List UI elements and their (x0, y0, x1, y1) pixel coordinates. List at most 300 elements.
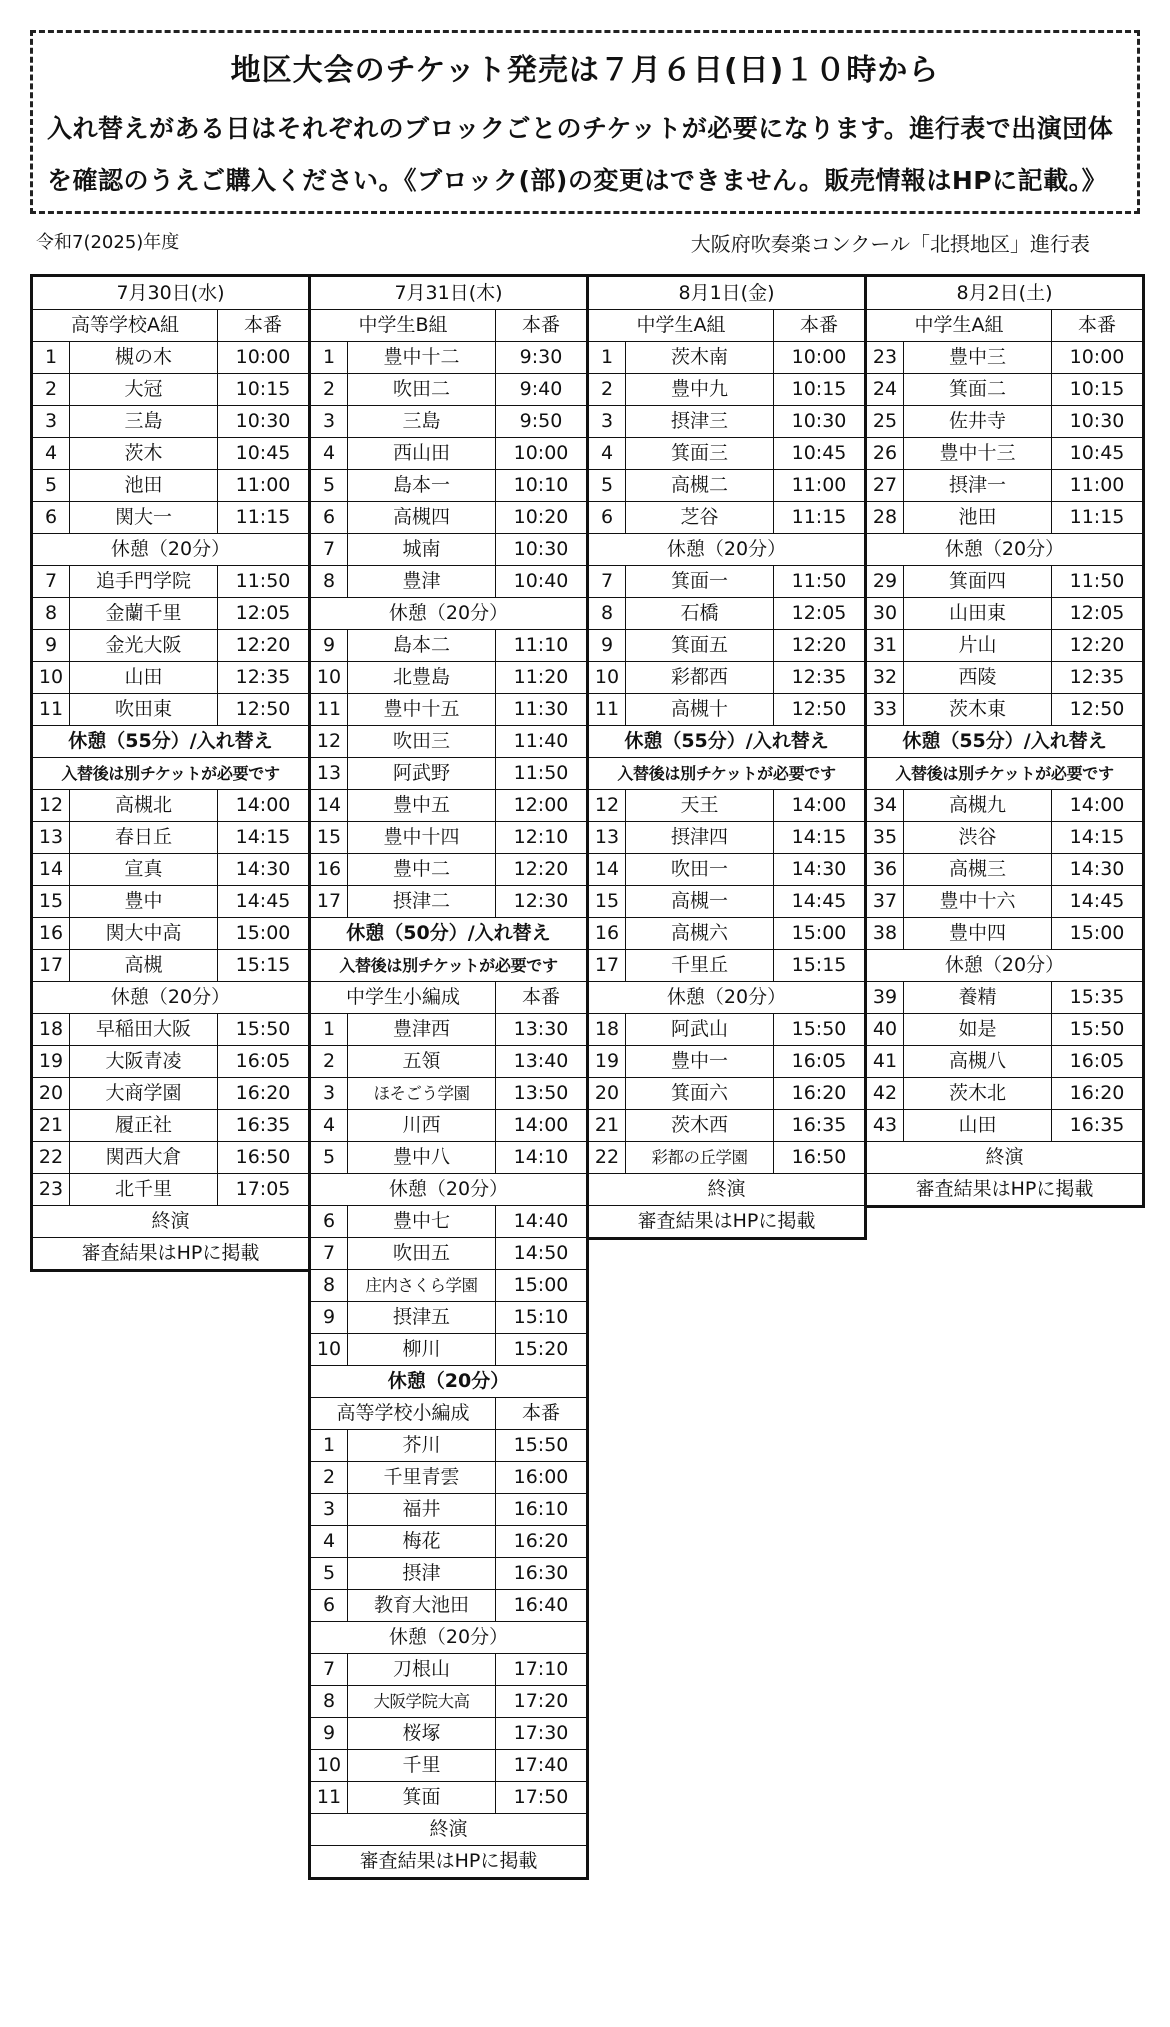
performer-row (866, 662, 1144, 694)
start-time: 10:00 (218, 342, 310, 374)
performance-number: 34 (866, 790, 904, 822)
performer-row (866, 982, 1144, 1014)
start-time: 13:30 (496, 1014, 588, 1046)
schedule-note-row (588, 534, 866, 566)
performer-row (866, 438, 1144, 470)
performance-number: 18 (588, 1014, 626, 1046)
performer-row (32, 1046, 310, 1078)
school-name: 池田 (904, 502, 1052, 534)
school-name: 摂津 (348, 1558, 496, 1590)
performance-number: 9 (588, 630, 626, 662)
school-name: 豊中十四 (348, 822, 496, 854)
school-name: 春日丘 (70, 822, 218, 854)
start-time: 12:05 (218, 598, 310, 630)
performer-row (866, 790, 1144, 822)
schedule-note: 終演 (588, 1174, 866, 1206)
start-time: 15:00 (218, 918, 310, 950)
school-name: 池田 (70, 470, 218, 502)
schedule-table (586, 274, 867, 1240)
performer-row (866, 822, 1144, 854)
performance-number: 17 (310, 886, 348, 918)
date-row (588, 276, 866, 310)
school-name: 箕面二 (904, 374, 1052, 406)
performance-number: 42 (866, 1078, 904, 1110)
performance-number: 10 (32, 662, 70, 694)
start-time: 11:00 (218, 470, 310, 502)
performance-number: 15 (588, 886, 626, 918)
school-name: 桜塚 (348, 1718, 496, 1750)
performance-number: 9 (310, 1302, 348, 1334)
performance-number: 5 (588, 470, 626, 502)
group-header-row (32, 310, 310, 342)
school-name: 佐井寺 (904, 406, 1052, 438)
performer-row (310, 854, 588, 886)
start-time: 11:30 (496, 694, 588, 726)
school-name: 茨木東 (904, 694, 1052, 726)
school-name: 豊中十六 (904, 886, 1052, 918)
start-time: 16:30 (496, 1558, 588, 1590)
school-name: 箕面六 (626, 1078, 774, 1110)
performance-number: 15 (310, 822, 348, 854)
performance-number: 3 (588, 406, 626, 438)
start-time: 16:50 (774, 1142, 866, 1174)
schedule-note: 休憩（20分） (32, 982, 310, 1014)
performer-row (32, 342, 310, 374)
start-time: 12:10 (496, 822, 588, 854)
performance-number: 20 (588, 1078, 626, 1110)
schedule-note-row (866, 950, 1144, 982)
school-name: 千里丘 (626, 950, 774, 982)
school-name: 西山田 (348, 438, 496, 470)
date-heading: 7月30日(水) (32, 276, 310, 310)
performance-number: 6 (310, 1206, 348, 1238)
school-name: 豊中五 (348, 790, 496, 822)
performance-number: 1 (310, 1014, 348, 1046)
school-name: 箕面 (348, 1782, 496, 1814)
date-row (866, 276, 1144, 310)
performance-number: 9 (32, 630, 70, 662)
performer-row (588, 374, 866, 406)
performance-number: 10 (310, 1334, 348, 1366)
start-time: 10:15 (774, 374, 866, 406)
school-name: 三島 (70, 406, 218, 438)
start-time: 11:40 (496, 726, 588, 758)
day-column-1 (308, 274, 589, 1880)
school-name: 豊津西 (348, 1014, 496, 1046)
group-header-row (588, 310, 866, 342)
school-name: 梅花 (348, 1526, 496, 1558)
school-name: 大阪青凌 (70, 1046, 218, 1078)
school-name: 大冠 (70, 374, 218, 406)
start-time: 10:45 (218, 438, 310, 470)
school-name: 山田東 (904, 598, 1052, 630)
start-time: 11:50 (496, 758, 588, 790)
start-time: 15:35 (1052, 982, 1144, 1014)
schedule-note: 休憩（20分） (310, 1622, 588, 1654)
time-column-label: 本番 (774, 310, 866, 342)
schedule-note-row (32, 534, 310, 566)
performance-number: 12 (310, 726, 348, 758)
school-name: 箕面四 (904, 566, 1052, 598)
start-time: 14:45 (774, 886, 866, 918)
start-time: 17:20 (496, 1686, 588, 1718)
performance-number: 15 (32, 886, 70, 918)
start-time: 10:30 (218, 406, 310, 438)
performer-row (588, 630, 866, 662)
schedule-note: 休憩（20分） (866, 950, 1144, 982)
performer-row (866, 502, 1144, 534)
performer-row (32, 950, 310, 982)
performance-number: 2 (310, 374, 348, 406)
school-name: 刀根山 (348, 1654, 496, 1686)
performance-number: 35 (866, 822, 904, 854)
performance-number: 3 (310, 406, 348, 438)
school-name: 北豊島 (348, 662, 496, 694)
performer-row (310, 1590, 588, 1622)
start-time: 14:50 (496, 1238, 588, 1270)
performer-row (588, 822, 866, 854)
schedule-note-row (310, 598, 588, 630)
school-name: 箕面一 (626, 566, 774, 598)
performance-number: 11 (32, 694, 70, 726)
schedule-table (30, 274, 311, 1272)
start-time: 17:30 (496, 1718, 588, 1750)
group-header-row (310, 982, 588, 1014)
start-time: 12:20 (496, 854, 588, 886)
school-name: 島本二 (348, 630, 496, 662)
start-time: 12:35 (774, 662, 866, 694)
start-time: 16:35 (774, 1110, 866, 1142)
start-time: 12:30 (496, 886, 588, 918)
performer-row (32, 1174, 310, 1206)
group-name: 中学生A組 (588, 310, 774, 342)
performer-row (32, 406, 310, 438)
performer-row (32, 822, 310, 854)
date-row (32, 276, 310, 310)
performance-number: 23 (32, 1174, 70, 1206)
performance-number: 8 (310, 1270, 348, 1302)
start-time: 12:20 (1052, 630, 1144, 662)
start-time: 9:50 (496, 406, 588, 438)
schedule-note: 終演 (866, 1142, 1144, 1174)
performer-row (310, 566, 588, 598)
schedule-note: 入替後は別チケットが必要です (310, 950, 588, 982)
fiscal-year: 令和7(2025)年度 (36, 232, 180, 253)
start-time: 11:20 (496, 662, 588, 694)
start-time: 12:50 (218, 694, 310, 726)
performance-number: 38 (866, 918, 904, 950)
start-time: 11:00 (774, 470, 866, 502)
school-name: 高槻六 (626, 918, 774, 950)
performance-number: 22 (588, 1142, 626, 1174)
school-name: 芝谷 (626, 502, 774, 534)
performance-number: 2 (32, 374, 70, 406)
performer-row (588, 918, 866, 950)
start-time: 14:45 (218, 886, 310, 918)
school-name: 茨木南 (626, 342, 774, 374)
start-time: 16:35 (218, 1110, 310, 1142)
notice-line-1: 入れ替えがある日はそれぞれのブロックごとのチケットが必要になります。進行表で出演団体 (47, 114, 1114, 143)
school-name: 大阪学院大高 (348, 1686, 496, 1718)
performance-number: 10 (310, 662, 348, 694)
group-header-row (866, 310, 1144, 342)
start-time: 15:15 (774, 950, 866, 982)
start-time: 12:05 (774, 598, 866, 630)
performer-row (588, 854, 866, 886)
performance-number: 17 (588, 950, 626, 982)
school-name: 豊中四 (904, 918, 1052, 950)
group-name: 高等学校A組 (32, 310, 218, 342)
schedule-note: 入替後は別チケットが必要です (32, 758, 310, 790)
performer-row (866, 342, 1144, 374)
performance-number: 5 (310, 1558, 348, 1590)
start-time: 14:40 (496, 1206, 588, 1238)
schedule-note-row (32, 758, 310, 790)
start-time: 14:10 (496, 1142, 588, 1174)
schedule-note-row (310, 1622, 588, 1654)
start-time: 14:30 (774, 854, 866, 886)
event-title: 大阪府吹奏楽コンクール「北摂地区」進行表 (690, 232, 1090, 256)
performer-row (588, 790, 866, 822)
start-time: 10:20 (496, 502, 588, 534)
performer-row (32, 918, 310, 950)
performance-number: 10 (310, 1750, 348, 1782)
school-name: 関大一 (70, 502, 218, 534)
performer-row (310, 1142, 588, 1174)
start-time: 9:30 (496, 342, 588, 374)
school-name: 豊中十三 (904, 438, 1052, 470)
start-time: 10:00 (1052, 342, 1144, 374)
performance-number: 1 (32, 342, 70, 374)
performer-row (310, 1334, 588, 1366)
start-time: 10:10 (496, 470, 588, 502)
date-row (310, 276, 588, 310)
schedule-note: 終演 (310, 1814, 588, 1846)
school-name: 千里 (348, 1750, 496, 1782)
performance-number: 6 (310, 502, 348, 534)
performance-number: 28 (866, 502, 904, 534)
performer-row (588, 598, 866, 630)
performance-number: 19 (588, 1046, 626, 1078)
schedule-note: 休憩（20分） (588, 982, 866, 1014)
school-name: 摂津三 (626, 406, 774, 438)
day-column-0 (30, 274, 311, 1272)
schedule-table (308, 274, 589, 1880)
school-name: 三島 (348, 406, 496, 438)
performer-row (310, 1750, 588, 1782)
performer-row (310, 342, 588, 374)
performer-row (310, 1302, 588, 1334)
performer-row (32, 662, 310, 694)
performance-number: 24 (866, 374, 904, 406)
school-name: 関大中高 (70, 918, 218, 950)
schedule-note: 休憩（55分）/入れ替え (866, 726, 1144, 758)
performance-number: 11 (310, 694, 348, 726)
school-name: 高槻 (70, 950, 218, 982)
school-name: 五領 (348, 1046, 496, 1078)
school-name: 阿武山 (626, 1014, 774, 1046)
performance-number: 25 (866, 406, 904, 438)
performance-number: 2 (310, 1046, 348, 1078)
performer-row (588, 502, 866, 534)
school-name: 片山 (904, 630, 1052, 662)
performance-number: 36 (866, 854, 904, 886)
start-time: 15:00 (1052, 918, 1144, 950)
school-name: 城南 (348, 534, 496, 566)
performance-number: 1 (588, 342, 626, 374)
start-time: 10:15 (1052, 374, 1144, 406)
schedule-note-row (32, 1206, 310, 1238)
performer-row (588, 406, 866, 438)
performer-row (866, 566, 1144, 598)
performer-row (310, 1558, 588, 1590)
performer-row (310, 1238, 588, 1270)
school-name: 金光大阪 (70, 630, 218, 662)
school-name: 吹田一 (626, 854, 774, 886)
performance-number: 5 (310, 470, 348, 502)
school-name: 関西大倉 (70, 1142, 218, 1174)
performer-row (32, 502, 310, 534)
start-time: 14:00 (774, 790, 866, 822)
school-name: 豊中 (70, 886, 218, 918)
start-time: 13:40 (496, 1046, 588, 1078)
start-time: 11:15 (1052, 502, 1144, 534)
performer-row (866, 1046, 1144, 1078)
performer-row (32, 854, 310, 886)
performance-number: 17 (32, 950, 70, 982)
school-name: 摂津二 (348, 886, 496, 918)
performer-row (310, 1206, 588, 1238)
start-time: 11:00 (1052, 470, 1144, 502)
performance-number: 30 (866, 598, 904, 630)
group-header-row (310, 1398, 588, 1430)
performer-row (310, 630, 588, 662)
performance-number: 8 (32, 598, 70, 630)
school-name: 高槻十 (626, 694, 774, 726)
performance-number: 13 (588, 822, 626, 854)
performer-row (32, 1142, 310, 1174)
school-name: 山田 (904, 1110, 1052, 1142)
start-time: 17:10 (496, 1654, 588, 1686)
performer-row (310, 1782, 588, 1814)
school-name: 芥川 (348, 1430, 496, 1462)
school-name: 高槻北 (70, 790, 218, 822)
group-name: 中学生小編成 (310, 982, 496, 1014)
start-time: 16:20 (496, 1526, 588, 1558)
performer-row (32, 694, 310, 726)
start-time: 14:30 (1052, 854, 1144, 886)
time-column-label: 本番 (496, 310, 588, 342)
start-time: 10:45 (1052, 438, 1144, 470)
performer-row (32, 374, 310, 406)
performance-number: 1 (310, 1430, 348, 1462)
schedule-note-row (32, 982, 310, 1014)
school-name: 川西 (348, 1110, 496, 1142)
performance-number: 16 (588, 918, 626, 950)
performer-row (32, 1110, 310, 1142)
performance-number: 10 (588, 662, 626, 694)
performance-number: 4 (310, 1110, 348, 1142)
performance-number: 7 (588, 566, 626, 598)
school-name: 北千里 (70, 1174, 218, 1206)
school-name: 天王 (626, 790, 774, 822)
performer-row (588, 1110, 866, 1142)
date-heading: 8月1日(金) (588, 276, 866, 310)
start-time: 9:40 (496, 374, 588, 406)
school-name: 養精 (904, 982, 1052, 1014)
performer-row (310, 822, 588, 854)
school-name: 吹田五 (348, 1238, 496, 1270)
school-name: 高槻九 (904, 790, 1052, 822)
schedule-note: 休憩（20分） (588, 534, 866, 566)
performer-row (588, 1142, 866, 1174)
ticket-notice-box (30, 30, 1140, 214)
school-name: 高槻四 (348, 502, 496, 534)
start-time: 12:20 (218, 630, 310, 662)
start-time: 14:00 (1052, 790, 1144, 822)
schedule-note-row (588, 726, 866, 758)
performer-row (310, 1014, 588, 1046)
school-name: 追手門学院 (70, 566, 218, 598)
performer-row (310, 1110, 588, 1142)
school-name: 西陵 (904, 662, 1052, 694)
school-name: 高槻八 (904, 1046, 1052, 1078)
schedule-note: 休憩（20分） (310, 1366, 588, 1398)
performance-number: 7 (310, 1654, 348, 1686)
date-heading: 7月31日(木) (310, 276, 588, 310)
performer-row (866, 1014, 1144, 1046)
performer-row (32, 630, 310, 662)
time-column-label: 本番 (496, 982, 588, 1014)
performer-row (588, 950, 866, 982)
school-name: 高槻一 (626, 886, 774, 918)
school-name: 摂津一 (904, 470, 1052, 502)
time-column-label: 本番 (218, 310, 310, 342)
schedule-note-row (310, 1174, 588, 1206)
schedule-note: 審査結果はHPに掲載 (588, 1206, 866, 1239)
schedule-note-row (866, 758, 1144, 790)
schedule-note-row (310, 1846, 588, 1879)
start-time: 16:05 (1052, 1046, 1144, 1078)
start-time: 17:50 (496, 1782, 588, 1814)
performance-number: 3 (310, 1494, 348, 1526)
school-name: 千里青雲 (348, 1462, 496, 1494)
start-time: 15:00 (774, 918, 866, 950)
schedule-note: 入替後は別チケットが必要です (866, 758, 1144, 790)
performance-number: 16 (310, 854, 348, 886)
school-name: 豊中七 (348, 1206, 496, 1238)
schedule-note: 審査結果はHPに掲載 (866, 1174, 1144, 1207)
start-time: 12:00 (496, 790, 588, 822)
school-name: 福井 (348, 1494, 496, 1526)
start-time: 10:15 (218, 374, 310, 406)
performance-number: 37 (866, 886, 904, 918)
start-time: 15:00 (496, 1270, 588, 1302)
schedule-table (864, 274, 1145, 1208)
start-time: 17:40 (496, 1750, 588, 1782)
performer-row (588, 886, 866, 918)
schedule-note: 休憩（20分） (866, 534, 1144, 566)
performance-number: 19 (32, 1046, 70, 1078)
school-name: 金蘭千里 (70, 598, 218, 630)
start-time: 11:50 (1052, 566, 1144, 598)
performance-number: 12 (588, 790, 626, 822)
start-time: 16:00 (496, 1462, 588, 1494)
school-name: 吹田東 (70, 694, 218, 726)
performance-number: 32 (866, 662, 904, 694)
performance-number: 43 (866, 1110, 904, 1142)
performance-number: 4 (310, 1526, 348, 1558)
